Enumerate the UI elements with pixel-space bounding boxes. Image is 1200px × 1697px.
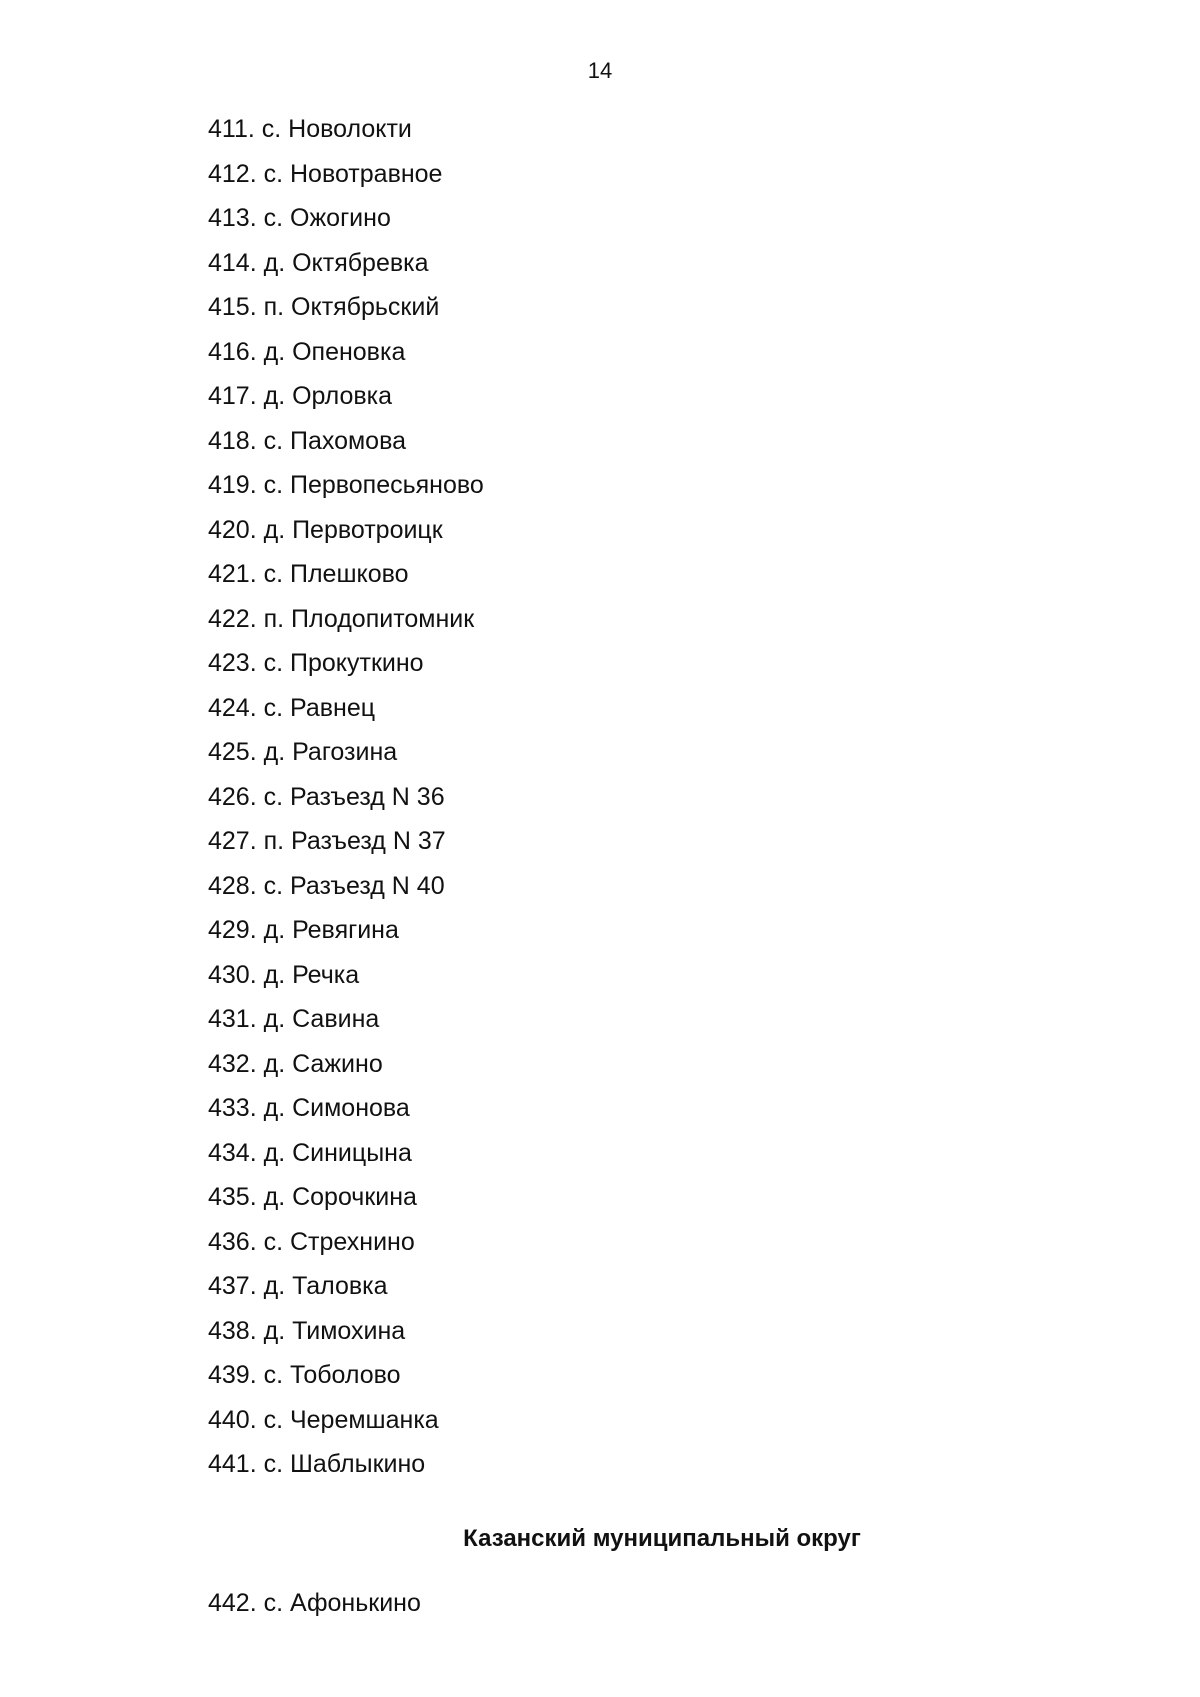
list-item: 427. п. Разъезд N 37 <box>208 827 446 855</box>
list-item: 439. с. Тоболово <box>208 1361 401 1389</box>
list-item: 433. д. Симонова <box>208 1094 410 1122</box>
list-item: 424. с. Равнец <box>208 693 376 722</box>
list-item: 436. с. Стрехнино <box>208 1227 415 1256</box>
list-item: 438. д. Тимохина <box>208 1316 406 1345</box>
list-item: 435. д. Сорочкина <box>208 1183 417 1211</box>
list-item: 415. п. Октябрьский <box>208 293 440 321</box>
list-item: 430. д. Речка <box>208 960 360 989</box>
list-item: 429. д. Ревягина <box>208 916 399 944</box>
list-item: 416. д. Опеновка <box>208 337 406 366</box>
list-item: 414. д. Октябревка <box>208 248 429 277</box>
list-item: 412. с. Новотравное <box>208 159 443 188</box>
list-item: 411. с. Новолокти <box>208 115 412 143</box>
page-number: 14 <box>587 58 613 83</box>
list-item: 422. п. Плодопитомник <box>208 604 475 633</box>
list-item: 418. с. Пахомова <box>208 426 406 455</box>
list-item: 423. с. Прокуткино <box>208 649 424 677</box>
section-heading: Казанский муниципальный округ <box>463 1525 861 1552</box>
list-item: 442. с. Афонькино <box>208 1589 421 1617</box>
list-item: 440. с. Черемшанка <box>208 1405 439 1434</box>
list-item: 425. д. Рагозина <box>208 738 398 766</box>
section-settlement-list <box>208 1588 421 1620</box>
list-item: 432. д. Сажино <box>208 1049 383 1078</box>
list-item: 428. с. Разъезд N 40 <box>208 871 445 900</box>
list-item: 417. д. Орловка <box>208 382 393 410</box>
list-item: 413. с. Ожогино <box>208 204 391 232</box>
list-item: 426. с. Разъезд N 36 <box>208 782 445 811</box>
list-item: 421. с. Плешково <box>208 560 409 588</box>
list-item: 434. д. Синицына <box>208 1138 412 1167</box>
settlement-list <box>208 114 484 1494</box>
list-item: 437. д. Таловка <box>208 1272 388 1300</box>
list-item: 431. д. Савина <box>208 1005 380 1033</box>
list-item: 441. с. Шаблыкино <box>208 1450 426 1478</box>
list-item: 419. с. Первопесьяново <box>208 471 484 499</box>
list-item: 420. д. Первотроицк <box>208 515 443 544</box>
